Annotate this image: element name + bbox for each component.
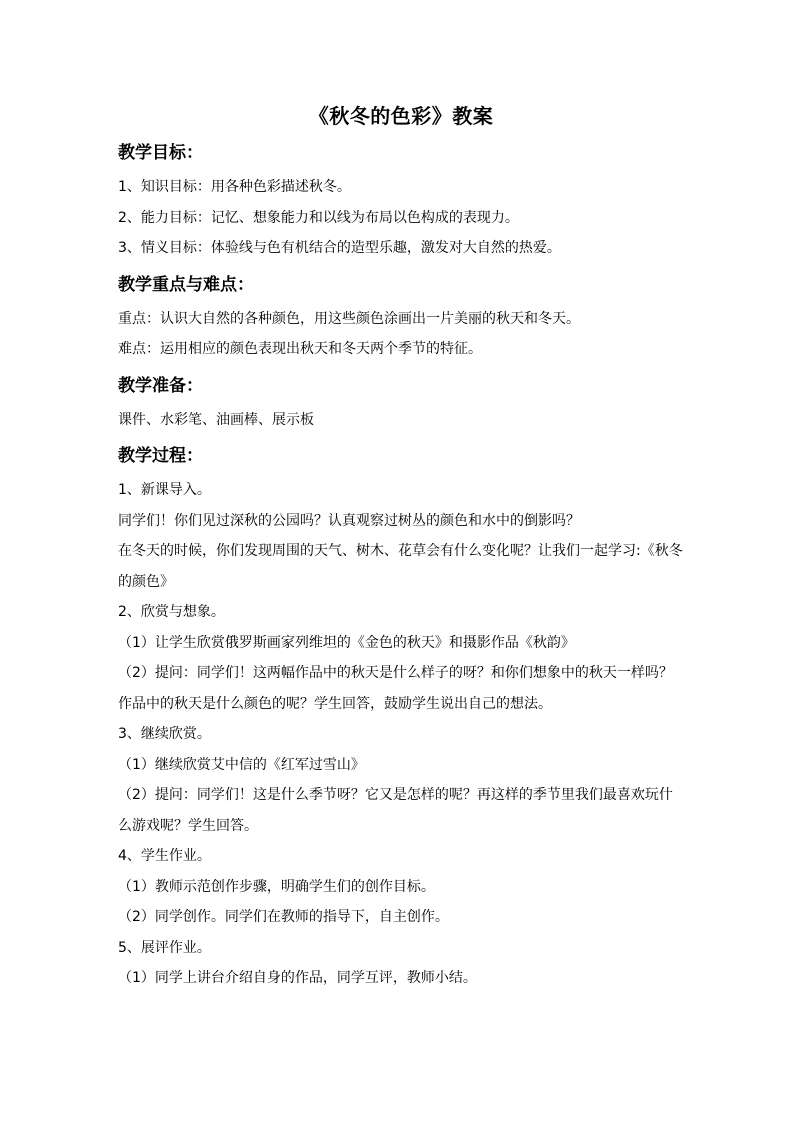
paragraph: 2、能力目标：记忆、想象能力和以线为布局以色构成的表现力。 — [118, 209, 519, 226]
section-heading: 教学重点与难点： — [118, 274, 254, 295]
paragraph: 重点：认识大自然的各种颜色，用这些颜色涂画出一片美丽的秋天和冬天。 — [118, 310, 580, 327]
paragraph: （2）提问：同学们！这两幅作品中的秋天是什么样子的呀？和你们想象中的秋天一样吗？作品中的秋天是什么颜色的呢？学生回答，鼓励学生说出自己的想法。 — [118, 665, 673, 712]
paragraph: 5、展评作业。 — [118, 939, 211, 956]
paragraph: （1）让学生欣赏俄罗斯画家列维坦的《金色的秋天》和摄影作品《秋韵》 — [118, 634, 575, 651]
paragraph: 难点：运用相应的颜色表现出秋天和冬天两个季节的特征。 — [118, 341, 482, 357]
section-teaching-goals — [118, 138, 684, 264]
section-key-points — [118, 270, 684, 365]
paragraph: 课件、水彩笔、油画棒、展示板 — [118, 411, 314, 428]
paragraph: （1）教师示范创作步骤，明确学生们的创作目标。 — [118, 878, 435, 895]
section-preparation — [118, 371, 684, 436]
section-teaching-process — [118, 441, 684, 994]
paragraph: 2、欣赏与想象。 — [118, 604, 225, 620]
paragraph: （2）同学创作。同学们在教师的指导下，自主创作。 — [118, 909, 449, 925]
paragraph: 1、知识目标：用各种色彩描述秋冬。 — [118, 179, 351, 195]
paragraph: （1）继续欣赏艾中信的《红军过雪山》 — [118, 756, 365, 773]
paragraph: 4、学生作业。 — [118, 848, 211, 864]
paragraph: 1、新课导入。 — [118, 482, 211, 498]
paragraph: （1）同学上讲台介绍自身的作品，同学互评，教师小结。 — [118, 970, 477, 986]
document-body — [118, 100, 684, 994]
paragraph: 3、继续欣赏。 — [118, 726, 211, 742]
section-heading: 教学准备： — [118, 375, 203, 396]
paragraph: 3、情义目标：体验线与色有机结合的造型乐趣，激发对大自然的热爱。 — [118, 240, 561, 256]
paragraph: （2）提问：同学们！这是什么季节呀？它又是怎样的呢？再这样的季节里我们最喜欢玩什么游戏呢？学生回答。 — [118, 787, 673, 834]
document-title: 《秋冬的色彩》教案 — [308, 104, 494, 128]
section-heading: 教学目标： — [118, 143, 203, 163]
paragraph: 在冬天的时候，你们发现周围的天气、树木、花草会有什么变化呢？让我们一起学习:《秋冬的颜色》 — [118, 543, 683, 590]
paragraph: 同学们！你们见过深秋的公园吗？认真观察过树丛的颜色和水中的倒影吗？ — [118, 512, 580, 529]
section-heading: 教学过程： — [118, 446, 203, 466]
